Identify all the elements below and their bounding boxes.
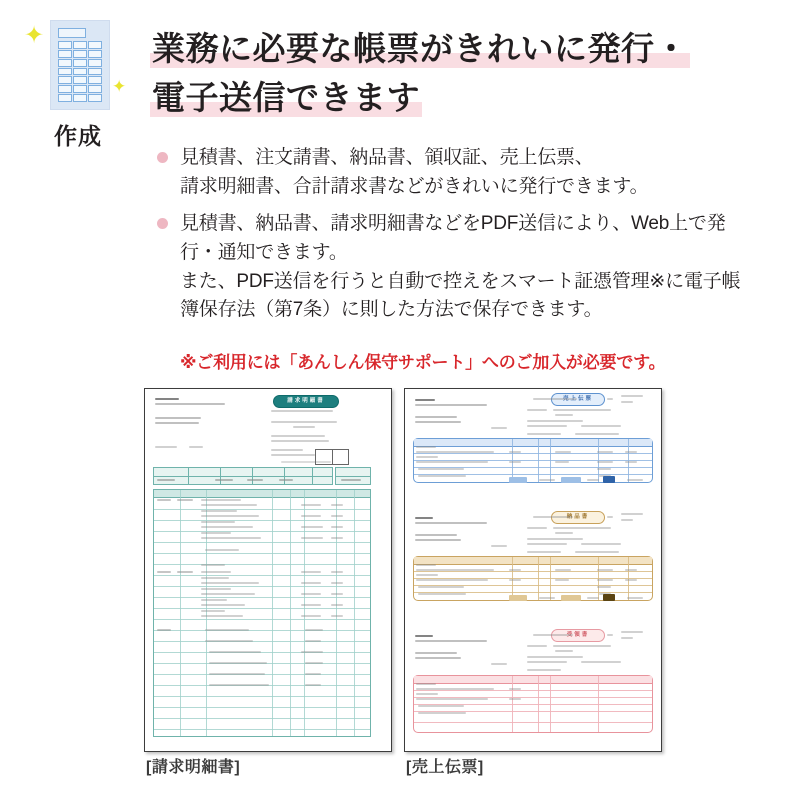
page-title-line-2: 電子送信できます <box>152 75 420 122</box>
form-title-delivery-note: 納品書 <box>551 511 605 524</box>
form-title-row <box>58 28 86 38</box>
document-preview-invoice-detail <box>144 388 392 752</box>
sales-slip-sheet <box>405 389 661 638</box>
document-form-icon <box>50 20 110 110</box>
form-title-sales-slip: 売上伝票 <box>551 393 605 406</box>
feature-header-section <box>0 0 800 380</box>
list-item <box>157 210 790 326</box>
badge-label: 作成 <box>54 123 102 149</box>
document-preview-sales-slip <box>404 388 662 752</box>
invoice-detail-sheet <box>145 389 391 404</box>
list-item <box>157 144 790 202</box>
list-item-line: 簿保存法（第7条）に則した方法で保存できます。 <box>180 299 603 321</box>
caption-invoice-detail: [請求明細書] <box>146 759 241 776</box>
feature-list <box>157 144 790 333</box>
sparkle-icon: ✦ <box>24 22 45 49</box>
document-samples-section <box>0 386 800 800</box>
caption-sales-slip: [売上伝票] <box>406 759 484 776</box>
page-title-line-1: 業務に必要な帳票がきれいに発行・ <box>152 26 688 73</box>
list-item-line: 見積書、納品書、請求明細書などをPDF送信により、Web上で発 <box>180 212 726 234</box>
footnote-text: ※ご利用には「あんしん保守サポート」へのご加入が必要です。 <box>180 353 666 372</box>
form-grid <box>58 41 102 102</box>
bullet-dot-icon <box>157 218 168 229</box>
badge-icon-wrap <box>18 16 138 116</box>
list-item-line: 請求明細書、合計請求書などがきれいに発行できます。 <box>180 175 649 197</box>
bullet-dot-icon <box>157 152 168 163</box>
form-title-receipt: 受領書 <box>551 629 605 642</box>
list-item-line: また、PDF送信を行うと自動で控えをスマート証憑管理※に電子帳 <box>180 270 741 292</box>
list-item-line: 見積書、注文請書、納品書、領収証、売上伝票、 <box>180 147 594 168</box>
receipt-table <box>413 675 653 733</box>
form-title-invoice-detail: 請求明細書 <box>273 395 339 408</box>
feature-badge <box>18 16 138 151</box>
page-title <box>152 26 786 124</box>
list-item-line: 行・通知できます。 <box>180 241 348 263</box>
sparkle-icon: ✦ <box>112 77 127 96</box>
